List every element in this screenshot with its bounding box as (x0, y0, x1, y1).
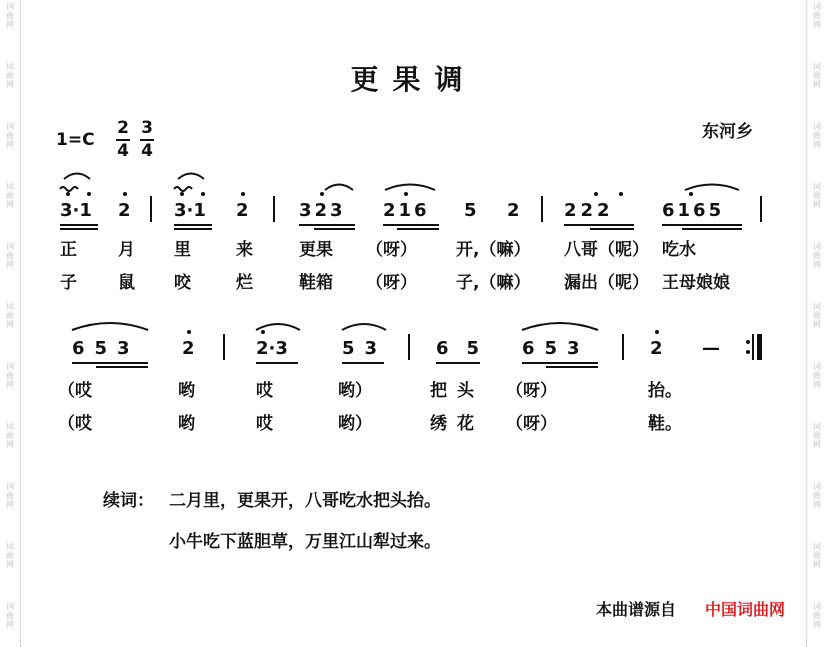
lyric: （哎 (58, 381, 92, 401)
slur (342, 324, 386, 330)
watermark-glyph: 曲 (6, 551, 14, 560)
watermark-glyph: 网 (6, 560, 14, 569)
note-group: 2 (650, 338, 663, 359)
watermark-glyph: 曲 (813, 71, 821, 80)
watermark-glyphs (0, 302, 20, 329)
note-group: 2 (236, 200, 249, 221)
watermark-glyph: 曲 (813, 311, 821, 320)
watermark-glyphs (0, 602, 20, 629)
watermark-glyph: 词 (813, 242, 821, 251)
lyric: 里 (174, 240, 191, 260)
lyric: 王母娘娘 (662, 273, 730, 293)
watermark-glyph: 网 (6, 320, 14, 329)
watermark-glyph: 曲 (813, 491, 821, 500)
watermark-glyphs (807, 422, 827, 449)
watermark-glyphs (0, 122, 20, 149)
beat-underline (60, 224, 98, 226)
lyric: 哎 (256, 381, 273, 401)
lyric: 哟） (338, 381, 372, 401)
lyric: 子 (60, 273, 77, 293)
note-group: 53 (342, 338, 388, 359)
watermark-glyph: 词 (813, 542, 821, 551)
lyric: 月 (118, 240, 135, 260)
watermark-glyph: 词 (6, 482, 14, 491)
note-group: 653 (522, 338, 590, 359)
bar-line (541, 196, 543, 222)
lyric: 把头 (430, 381, 484, 401)
note-group: 222 (564, 200, 614, 221)
lyric: 漏出（呢） (564, 273, 649, 293)
watermark-glyph: 曲 (813, 431, 821, 440)
trill-mark (174, 187, 192, 191)
beat-underline (60, 228, 98, 230)
lyric: 子,（嘛） (456, 273, 531, 293)
watermark-glyph: 网 (6, 620, 14, 629)
slur (325, 185, 353, 191)
watermark-glyph: 词 (813, 182, 821, 191)
watermark-glyph: 网 (6, 20, 14, 29)
beat-underline (174, 228, 212, 230)
note-group: 2·3 (256, 338, 288, 359)
beat-underline (72, 362, 148, 364)
watermark-glyph: 词 (6, 302, 14, 311)
watermark-glyph: 词 (6, 542, 14, 551)
watermark-glyph: 曲 (813, 131, 821, 140)
beat-underline (590, 228, 634, 230)
repeat-dot (746, 350, 750, 354)
lyric: 八哥（呢） (564, 240, 649, 260)
watermark-glyph: 词 (6, 242, 14, 251)
repeat-dot (746, 340, 750, 344)
watermark-glyph: 曲 (6, 431, 14, 440)
lyric: 正 (60, 240, 77, 260)
page-title: 更果调 (350, 63, 477, 96)
watermark-glyph: 网 (6, 380, 14, 389)
note-group: 216 (383, 200, 430, 221)
bar-line (622, 334, 624, 360)
watermark-glyph: 曲 (813, 371, 821, 380)
watermark-glyph: 词 (813, 62, 821, 71)
slur (385, 185, 435, 191)
watermark-glyph: 词 (813, 602, 821, 611)
slur (64, 174, 90, 180)
slur (72, 323, 148, 330)
watermark-glyph: 曲 (813, 551, 821, 560)
watermark-glyph: 曲 (6, 11, 14, 20)
lyric: 哟） (338, 414, 372, 434)
lyric: 抬。 (648, 381, 682, 401)
watermark-glyph: 网 (813, 440, 821, 449)
watermark-glyph: 词 (813, 302, 821, 311)
lyric: （呀） (366, 273, 417, 293)
note-group: 653 (72, 338, 140, 359)
bar-line (760, 196, 762, 222)
watermark-glyphs (0, 182, 20, 209)
watermark-glyphs (807, 602, 827, 629)
watermark-glyph: 曲 (813, 191, 821, 200)
lyric: 开,（嘛） (456, 240, 531, 260)
watermark-glyph: 词 (813, 122, 821, 131)
watermark-glyph: 曲 (6, 131, 14, 140)
watermark-glyphs (807, 122, 827, 149)
watermark-glyph: 词 (6, 422, 14, 431)
watermark-glyphs (0, 242, 20, 269)
watermark-glyph: 网 (813, 380, 821, 389)
lyric: 哎 (256, 414, 273, 434)
watermark-glyphs (0, 422, 20, 449)
watermark-glyph: 曲 (6, 251, 14, 260)
watermark-glyph: 网 (813, 80, 821, 89)
slur (522, 323, 598, 330)
watermark-glyph: 词 (813, 362, 821, 371)
watermark-glyph: 网 (813, 260, 821, 269)
watermark-glyph: 词 (6, 62, 14, 71)
watermark-glyph: 网 (813, 200, 821, 209)
beat-underline (342, 362, 384, 364)
watermark-glyph: 曲 (813, 251, 821, 260)
note-group: — (702, 338, 720, 359)
lyric: 哟 (178, 414, 195, 434)
time-signature-1 (116, 119, 130, 161)
watermark-glyph: 曲 (6, 491, 14, 500)
watermark-glyph: 曲 (813, 11, 821, 20)
watermark-glyph: 网 (813, 20, 821, 29)
note-group: 3·1 (60, 200, 92, 221)
watermark-glyphs (807, 2, 827, 29)
watermark-glyph: 曲 (813, 611, 821, 620)
time-signature-2 (140, 119, 154, 161)
verse-line-2: 小牛吃下蓝胆草，万里江山犁过来。 (169, 532, 441, 552)
watermark-glyphs (0, 542, 20, 569)
lyric: 鼠 (118, 273, 135, 293)
watermark-glyph: 词 (6, 122, 14, 131)
watermark-glyphs (807, 362, 827, 389)
watermark-glyph: 网 (813, 560, 821, 569)
watermark-glyph: 曲 (6, 191, 14, 200)
slur (256, 324, 300, 330)
bar-line (150, 196, 152, 222)
beat-underline (662, 224, 742, 226)
lyric: 绣花 (430, 414, 484, 434)
beat-underline (96, 366, 148, 368)
watermark-glyph: 网 (813, 500, 821, 509)
source-prefix: 本曲谱源自 (596, 600, 677, 619)
watermark-glyph: 曲 (6, 71, 14, 80)
watermark-glyphs (807, 482, 827, 509)
time-signature-1-denominator: 4 (117, 141, 129, 161)
lyric: （呀） (506, 381, 557, 401)
slur-layer (60, 314, 620, 338)
beat-underline (682, 228, 742, 230)
beat-underline (436, 362, 480, 364)
time-signature-2-denominator: 4 (141, 141, 153, 161)
note-group: 323 (299, 200, 346, 221)
beat-underline (546, 366, 598, 368)
lyric: 烂 (236, 273, 253, 293)
verse-line-1: 二月里，更果开，八哥吃水把头抬。 (169, 491, 441, 511)
watermark-glyph: 网 (6, 440, 14, 449)
note-group: 2 (182, 338, 195, 359)
beat-underline (314, 228, 355, 230)
watermark-glyph: 曲 (6, 371, 14, 380)
song-origin: 东河乡 (702, 122, 753, 142)
watermark-glyph: 曲 (6, 611, 14, 620)
watermark-glyph: 网 (6, 260, 14, 269)
watermark-glyph: 词 (6, 2, 14, 11)
note-group: 5 (464, 200, 477, 221)
beat-underline (299, 224, 355, 226)
watermark-glyph: 网 (6, 200, 14, 209)
watermark-glyph: 网 (6, 80, 14, 89)
note-group: 2 (118, 200, 131, 221)
bar-line (273, 196, 275, 222)
beat-underline (174, 224, 212, 226)
lyric: 咬 (174, 273, 191, 293)
watermark-glyph: 网 (6, 500, 14, 509)
note-group: 65 (436, 338, 498, 359)
lyric: 鞋。 (648, 414, 682, 434)
watermark-glyph: 网 (813, 620, 821, 629)
lyric: 更果 (299, 240, 333, 260)
slur (685, 185, 739, 191)
watermark-glyph: 网 (6, 140, 14, 149)
note-group: 3·1 (174, 200, 206, 221)
beat-underline (564, 224, 634, 226)
time-signature-2-numerator: 3 (141, 118, 153, 138)
watermark-glyphs (807, 182, 827, 209)
watermark-glyph: 曲 (6, 311, 14, 320)
watermark-glyph: 词 (6, 362, 14, 371)
beat-underline (522, 362, 598, 364)
lyric: （呀） (506, 414, 557, 434)
watermark-glyphs (0, 2, 20, 29)
watermark-glyph: 网 (813, 140, 821, 149)
verse-label: 续词： (103, 491, 154, 511)
beat-underline (397, 228, 439, 230)
watermark-glyph: 词 (6, 602, 14, 611)
lyric: 吃水 (662, 240, 696, 260)
watermark-glyph: 词 (6, 182, 14, 191)
watermark-glyph: 词 (813, 482, 821, 491)
watermark-glyphs (807, 242, 827, 269)
time-signature-1-numerator: 2 (117, 118, 129, 138)
key-signature: 1=C (56, 130, 95, 150)
slur-layer (55, 168, 775, 198)
lyric: 鞋箱 (299, 273, 333, 293)
octave-dot (655, 330, 659, 334)
note-group: 6165 (662, 200, 725, 221)
lyric: （呀） (366, 240, 417, 260)
end-bar-thick (757, 334, 762, 360)
watermark-glyph: 词 (813, 2, 821, 11)
watermark-glyph: 词 (813, 422, 821, 431)
note-group: 2 (507, 200, 520, 221)
trill-mark (60, 187, 78, 191)
source-site-link[interactable]: 中国词曲网 (705, 600, 786, 619)
lyric: 哟 (178, 381, 195, 401)
beat-underline (383, 224, 439, 226)
watermark-glyph: 网 (813, 320, 821, 329)
lyric: （哎 (58, 414, 92, 434)
lyric: 来 (236, 240, 253, 260)
end-bar-thin (752, 334, 754, 360)
watermark-glyphs (0, 362, 20, 389)
slur (178, 174, 204, 180)
beat-underline (256, 362, 298, 364)
watermark-glyphs (0, 482, 20, 509)
watermark-glyphs (807, 542, 827, 569)
watermark-glyphs (807, 302, 827, 329)
